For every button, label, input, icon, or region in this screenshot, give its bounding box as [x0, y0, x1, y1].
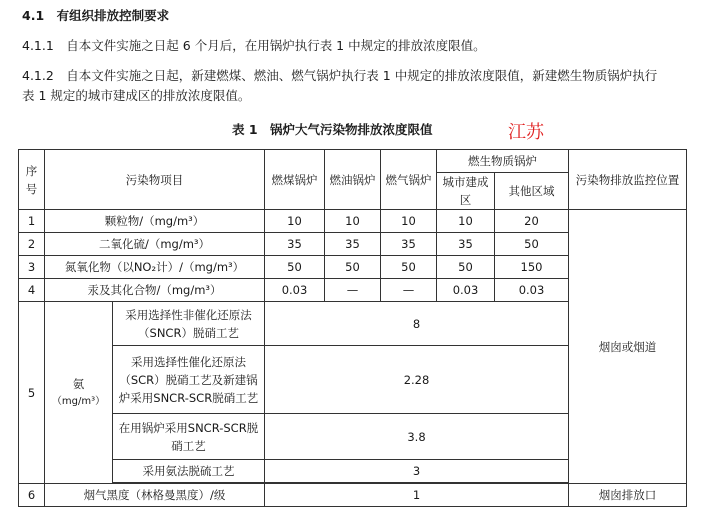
- header-biomass-urban: 城市建成区: [437, 173, 495, 210]
- row-index: 1: [19, 210, 45, 233]
- header-biomass: 燃生物质锅炉: [437, 150, 569, 173]
- ammonia-process-value: 8: [265, 302, 569, 346]
- ammonia-process-value: 3: [265, 460, 569, 483]
- row-gas: —: [381, 279, 437, 302]
- row-gas: 10: [381, 210, 437, 233]
- header-monitor: 污染物排放监控位置: [569, 150, 687, 210]
- row-urban: 50: [437, 256, 495, 279]
- row-other: 150: [495, 256, 569, 279]
- header-biomass-other: 其他区域: [495, 173, 569, 210]
- row-index: 6: [19, 484, 45, 507]
- header-coal: 燃煤锅炉: [265, 150, 325, 210]
- monitor-outlet: 烟囱排放口: [569, 484, 687, 507]
- row-oil: 10: [325, 210, 381, 233]
- row-coal: 50: [265, 256, 325, 279]
- row-gas: 50: [381, 256, 437, 279]
- ammonia-process-label: 在用锅炉采用SNCR-SCR脱硝工艺: [113, 414, 265, 460]
- row-other: 0.03: [495, 279, 569, 302]
- row-item: 二氧化硫/（mg/m³）: [45, 233, 265, 256]
- ammonia-process-value: 3.8: [265, 414, 569, 460]
- ammonia-name-cell: [45, 302, 113, 484]
- row-item: 颗粒物/（mg/m³）: [45, 210, 265, 233]
- row-coal: 10: [265, 210, 325, 233]
- handwritten-annotation: 江苏: [508, 122, 544, 143]
- row-index: 2: [19, 233, 45, 256]
- row-other: 50: [495, 233, 569, 256]
- row-oil: 50: [325, 256, 381, 279]
- row-index: 4: [19, 279, 45, 302]
- row-gas: 35: [381, 233, 437, 256]
- row-oil: 35: [325, 233, 381, 256]
- row-index: 3: [19, 256, 45, 279]
- row-other: 20: [495, 210, 569, 233]
- table-row: [19, 484, 687, 507]
- emission-limits-table: [18, 149, 687, 507]
- ammonia-process-label: 采用氨法脱硫工艺: [113, 460, 265, 483]
- row-coal: 0.03: [265, 279, 325, 302]
- row-value: 1: [265, 484, 569, 507]
- header-gas: 燃气锅炉: [381, 150, 437, 210]
- ammonia-process-label: 采用选择性非催化还原法（SNCR）脱硝工艺: [113, 302, 265, 346]
- ammonia-unit: （mg/m³）: [51, 395, 106, 407]
- header-index: 序号: [19, 150, 45, 210]
- paragraph-4-1-2: 4.1.2 自本文件实施之日起，新建燃煤、燃油、燃气锅炉执行表 1 中规定的排放浓度限值，新建燃生物质锅炉执行表 1 规定的城市建成区的排放浓度限值。: [22, 68, 658, 103]
- ammonia-process-label: 采用选择性催化还原法（SCR）脱硝工艺及新建锅炉采用SNCR-SCR脱硝工艺: [113, 346, 265, 414]
- table-row: [19, 210, 687, 233]
- header-item: 污染物项目: [45, 150, 265, 210]
- monitor-flue: 烟囱或烟道: [569, 210, 687, 484]
- ammonia-process-value: 2.28: [265, 346, 569, 414]
- paragraph-4-1-1: 4.1.1 自本文件实施之日起 6 个月后，在用锅炉执行表 1 中规定的排放浓度限值。: [22, 38, 486, 53]
- row-item: 氮氧化物（以NO₂计）/（mg/m³）: [45, 256, 265, 279]
- row-urban: 10: [437, 210, 495, 233]
- header-oil: 燃油锅炉: [325, 150, 381, 210]
- row-urban: 0.03: [437, 279, 495, 302]
- ammonia-index: 5: [19, 302, 45, 484]
- row-item: 烟气黑度（林格曼黑度）/级: [45, 484, 265, 507]
- table-caption: 表 1 锅炉大气污染物排放浓度限值: [232, 122, 433, 137]
- row-item: 汞及其化合物/（mg/m³）: [45, 279, 265, 302]
- row-coal: 35: [265, 233, 325, 256]
- row-urban: 35: [437, 233, 495, 256]
- section-title: 4.1 有组织排放控制要求: [22, 8, 170, 23]
- row-oil: —: [325, 279, 381, 302]
- ammonia-name: 氨: [72, 376, 85, 391]
